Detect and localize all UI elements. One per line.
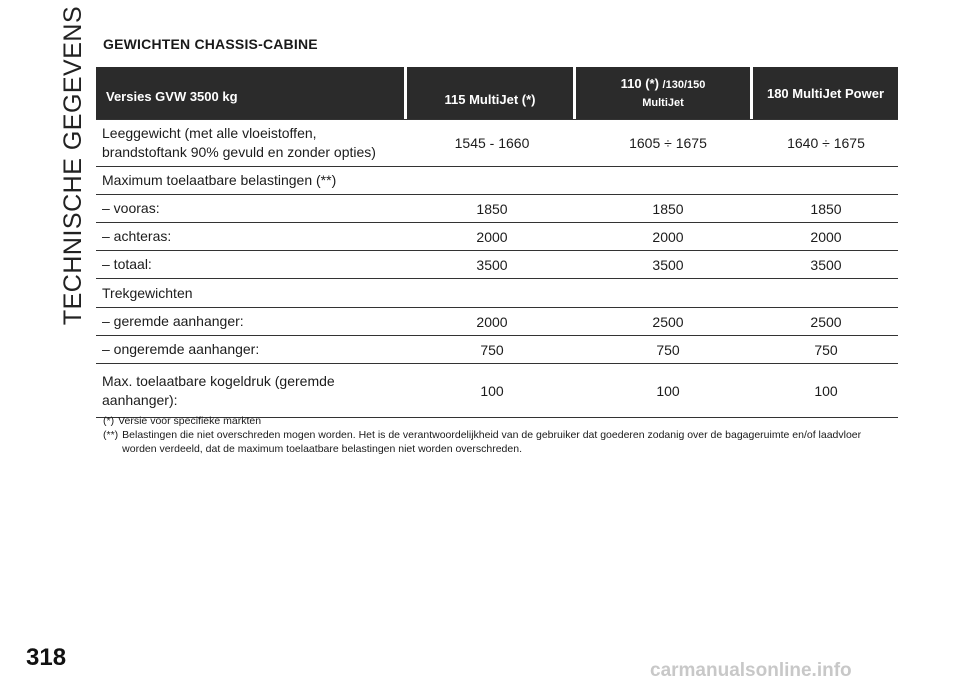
row-value-110: 3500 — [652, 256, 684, 273]
row-label: Leeggewicht (met alle vloeistoffen, brandstoftank 90% gevuld en zonder opties) — [102, 125, 376, 160]
row-label: Trekgewichten — [102, 284, 193, 301]
row-value-110: 2000 — [652, 228, 684, 245]
table-row — [96, 336, 898, 364]
row-label: – geremde aanhanger: — [102, 313, 244, 329]
row-value-180: 2500 — [810, 313, 842, 330]
header-180-multijet-power: 180 MultiJet Power — [753, 67, 898, 119]
row-label: – vooras: — [102, 200, 160, 216]
row-value-115: 2000 — [476, 228, 508, 245]
row-value-180: 100 — [814, 382, 838, 399]
footnote-mark: (*) — [103, 415, 115, 427]
footnote — [103, 414, 893, 428]
footnote-text: Belastingen die niet overschreden mogen worden. Het is de verantwoordelijkheid van de gebruiker dat goederen zodanig over de bagageruimte en/of laadvloer worden verdeeld, dat de maximum toelaatbare belastingen niet worden overschreden. — [122, 429, 862, 455]
row-label: – totaal: — [102, 256, 152, 272]
row-value-110: 1850 — [652, 200, 684, 217]
row-value-110: 1605 ÷ 1675 — [629, 135, 707, 151]
row-value-115: 100 — [480, 382, 504, 399]
row-value-180: 2000 — [810, 228, 842, 245]
table-row — [96, 251, 898, 279]
footnote-mark: (**) — [103, 429, 119, 441]
row-value-110: 100 — [656, 382, 680, 399]
row-value-115: 3500 — [476, 256, 508, 273]
watermark: carmanualsonline.info — [650, 660, 852, 681]
row-label: Max. toelaatbare kogeldruk (geremde aanhanger): — [102, 372, 335, 408]
side-section-title — [48, 5, 100, 325]
table-row — [96, 195, 898, 223]
table-row — [96, 223, 898, 251]
row-value-115: 750 — [480, 341, 504, 358]
page-number: 318 — [26, 644, 67, 671]
table-row — [96, 120, 898, 167]
header-130-150-label: /130/150 — [662, 78, 706, 91]
weights-table — [96, 119, 898, 418]
footnote-text: Versie voor specifieke markten — [118, 415, 262, 427]
row-label: Maximum toelaatbare belastingen (**) — [102, 172, 337, 188]
row-value-115: 2000 — [476, 313, 508, 330]
table-row — [96, 308, 898, 336]
header-110-130-150-multijet — [576, 67, 750, 119]
header-versions: Versies GVW 3500 kg — [96, 67, 404, 119]
row-value-110: 750 — [656, 341, 680, 358]
section-title: GEWICHTEN CHASSIS-CABINE — [103, 36, 318, 52]
row-value-180: 1640 ÷ 1675 — [787, 135, 865, 151]
table-row — [96, 279, 898, 308]
row-label: – achteras: — [102, 228, 172, 244]
row-value-180: 3500 — [810, 256, 842, 273]
footnotes — [103, 414, 893, 456]
header-multijet-label: MultiJet — [642, 96, 684, 109]
row-value-180: 1850 — [810, 200, 842, 217]
table-row — [96, 364, 898, 418]
header-110-label: 110 (*) — [620, 75, 659, 91]
row-value-110: 2500 — [652, 313, 684, 330]
header-115-multijet: 115 MultiJet (*) — [407, 67, 573, 119]
row-label: – ongeremde aanhanger: — [102, 341, 260, 357]
footnote — [103, 428, 893, 456]
row-value-115: 1850 — [476, 200, 508, 217]
table-row — [96, 167, 898, 195]
header-110-line1 — [621, 75, 706, 94]
row-value-180: 750 — [814, 341, 838, 358]
side-section-title-text: TECHNISCHE GEGEVENS — [59, 5, 88, 325]
table-header — [96, 67, 898, 119]
row-value-115: 1545 - 1660 — [454, 135, 530, 151]
